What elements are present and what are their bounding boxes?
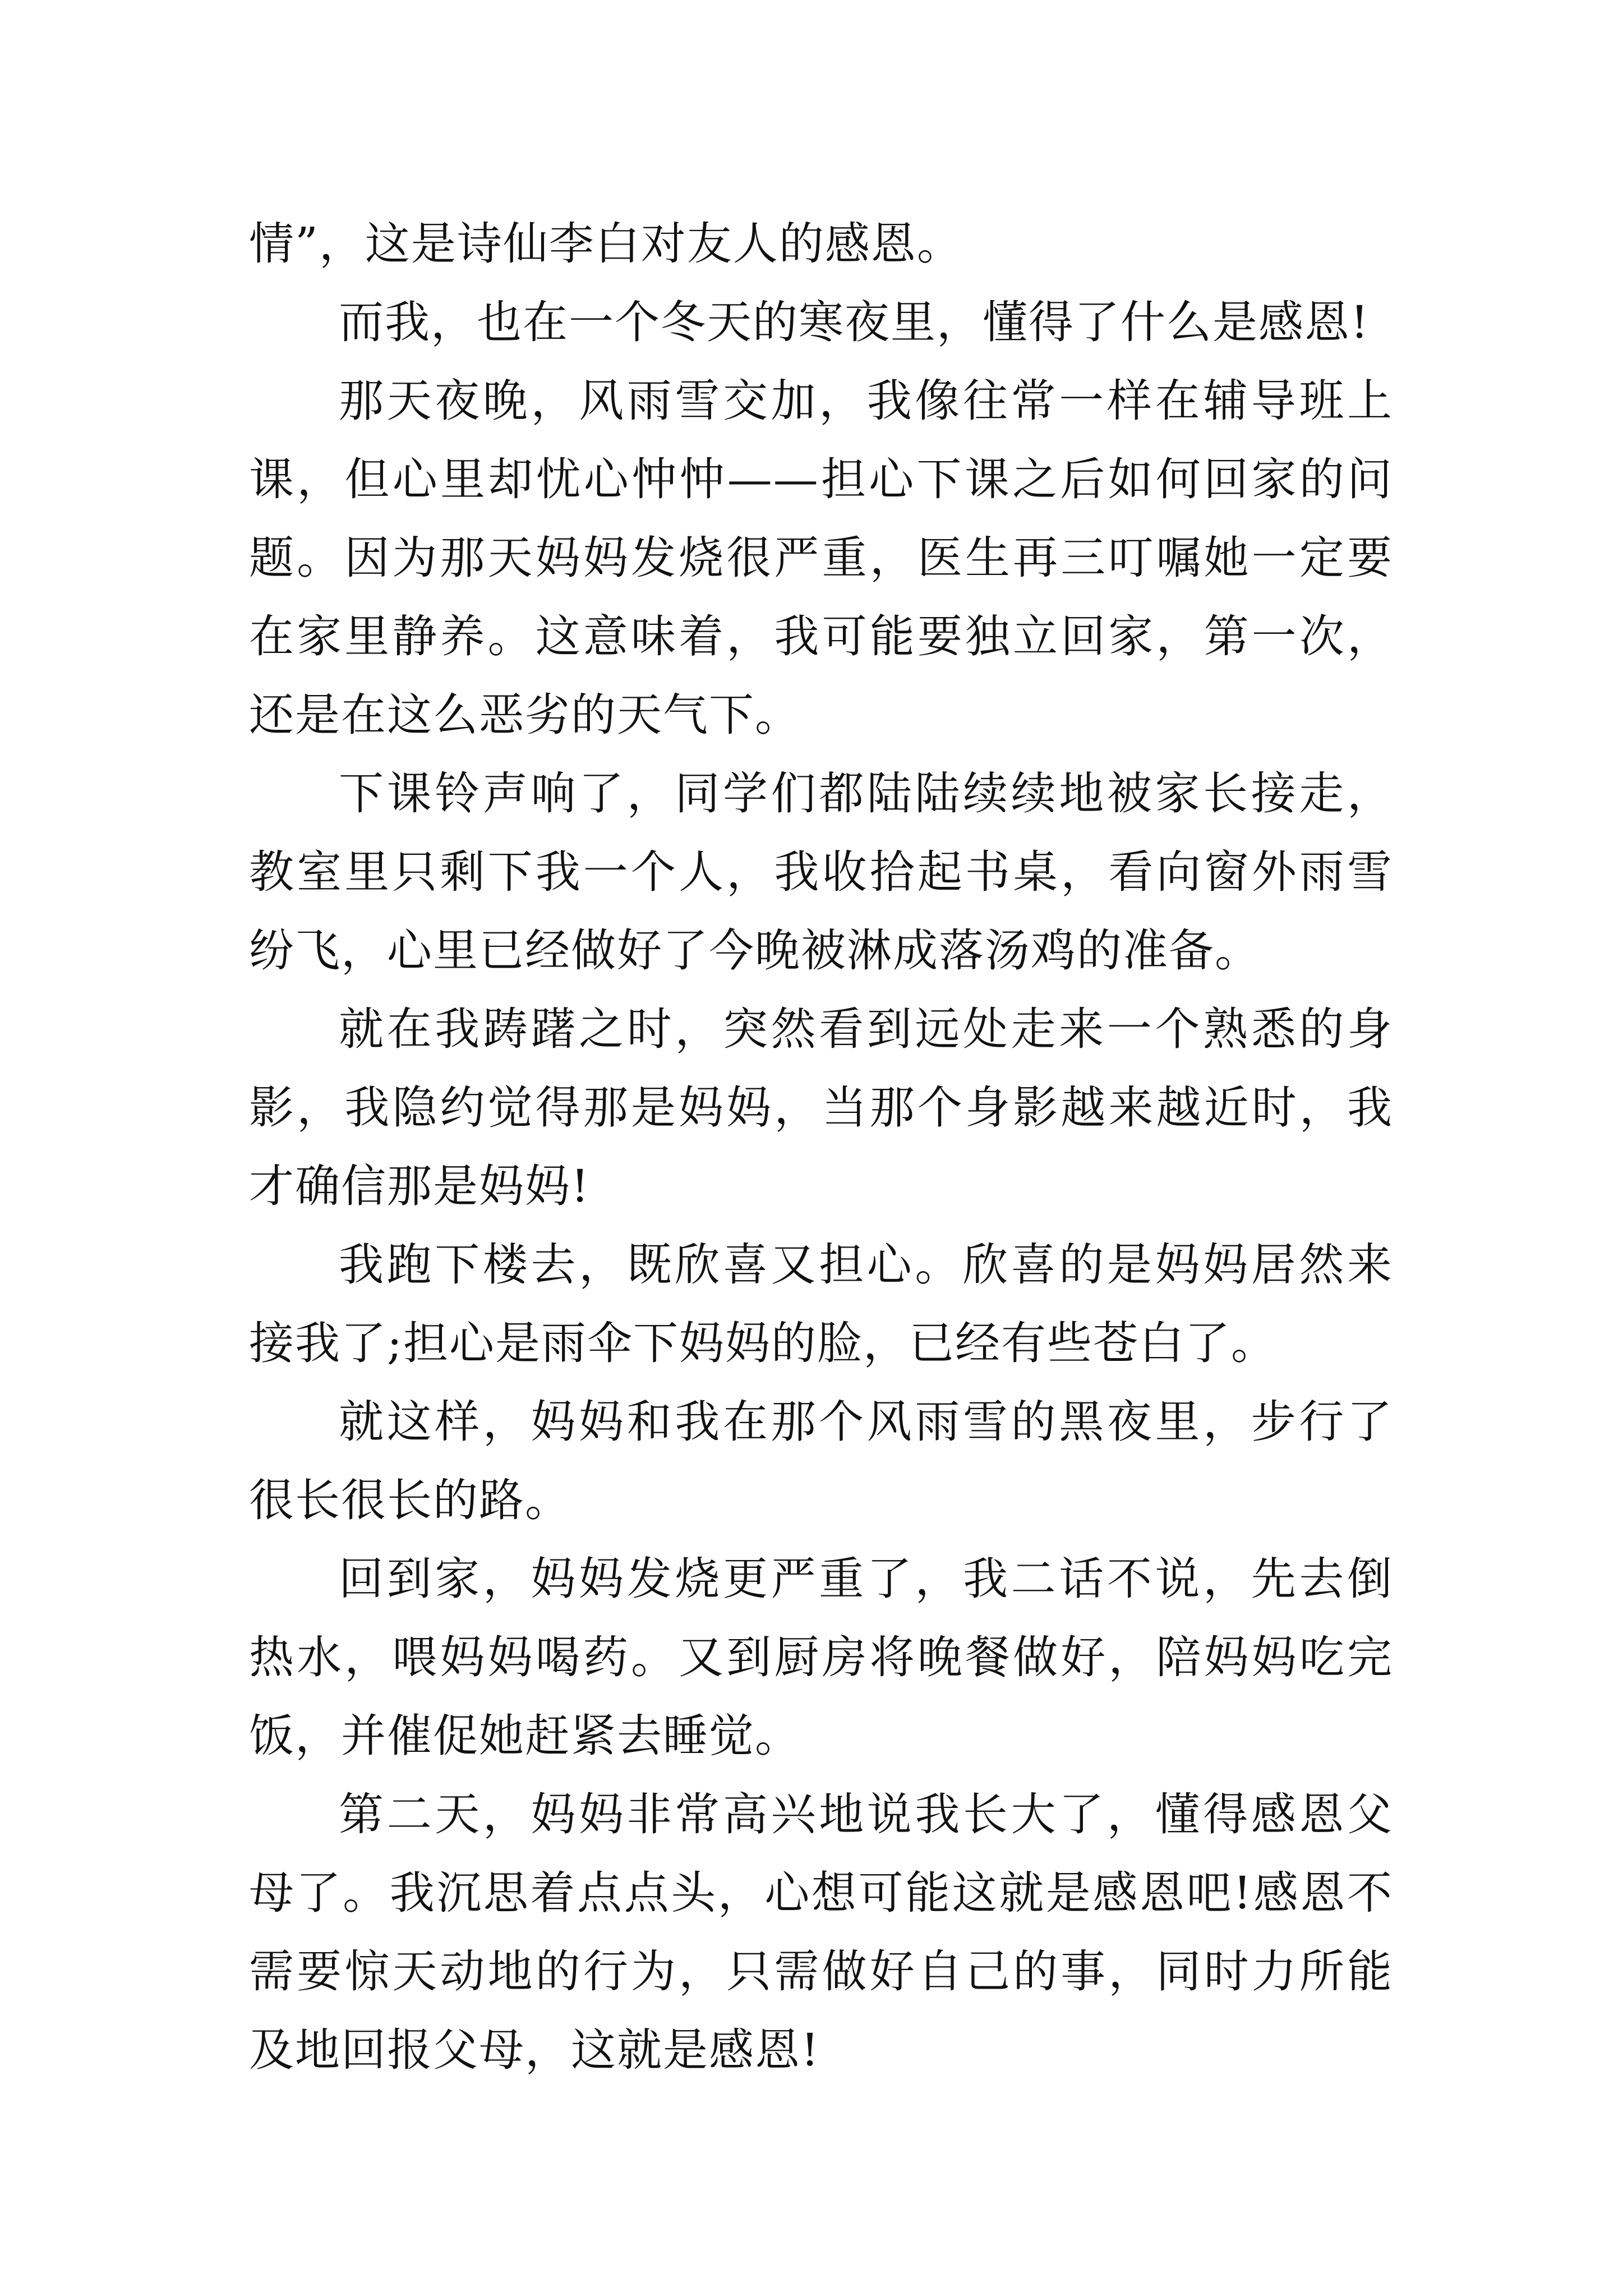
paragraph-continued: 情”，这是诗仙李白对友人的感恩。 xyxy=(249,218,963,270)
paragraph: 就在我踌躇之时，突然看到远处走来一个熟悉的身影，我隐约觉得那是妈妈，当那个身影越来越近时，我才确信那是妈妈! xyxy=(249,1003,1393,1212)
paragraph: 下课铃声响了，同学们都陆陆续续地被家长接走，教室里只剩下我一个人，我收拾起书桌，看向窗外雨雪纷飞，心里已经做好了今晚被淋成落汤鸡的准备。 xyxy=(249,767,1393,977)
paragraph: 回到家，妈妈发烧更严重了，我二话不说，先去倒热水，喂妈妈喝药。又到厨房将晚餐做好，陪妈妈吃完饭，并催促她赶紧去睡觉。 xyxy=(249,1553,1393,1762)
paragraph: 就这样，妈妈和我在那个风雨雪的黑夜里，步行了很长很长的路。 xyxy=(249,1396,1393,1526)
document-body xyxy=(249,205,1393,2090)
paragraph: 第二天，妈妈非常高兴地说我长大了，懂得感恩父母了。我沉思着点点头，心想可能这就是感恩吧!感恩不需要惊天动地的行为，只需做好自己的事，同时力所能及地回报父母，这就是感恩! xyxy=(249,1788,1393,2076)
paragraph: 而我，也在一个冬天的寒夜里，懂得了什么是感恩! xyxy=(339,296,1370,348)
paragraph: 我跑下楼去，既欣喜又担心。欣喜的是妈妈居然来接我了;担心是雨伞下妈妈的脸，已经有些苍白了。 xyxy=(249,1239,1393,1369)
paragraph: 那天夜晚，风雨雪交加，我像往常一样在辅导班上课，但心里却忧心忡忡——担心下课之后如何回家的问题。因为那天妈妈发烧很严重，医生再三叮嘱她一定要在家里静养。这意味着，我可能要独立回家，第一次，还是在这么恶劣的天气下。 xyxy=(249,375,1393,741)
